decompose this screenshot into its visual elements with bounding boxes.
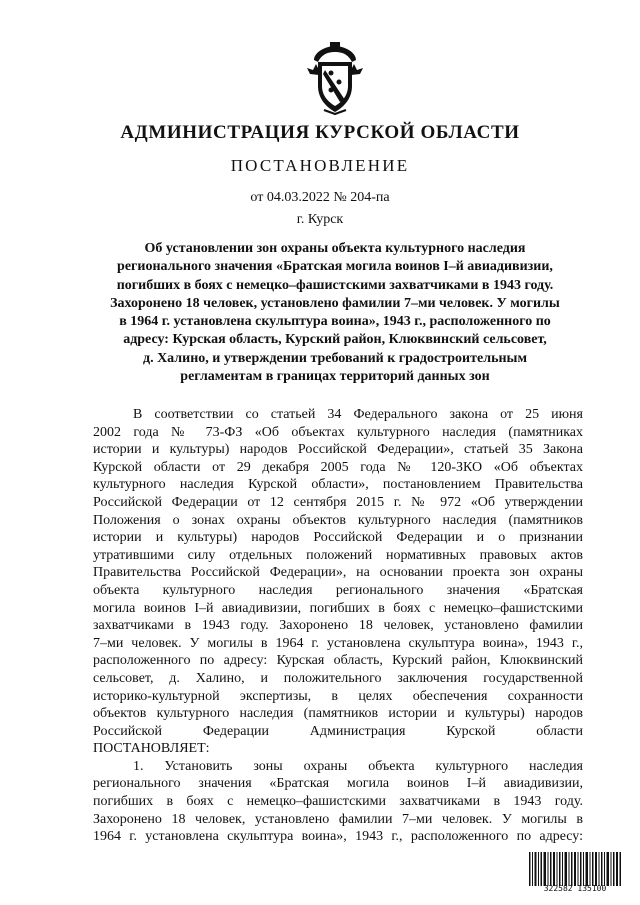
coat-of-arms-icon: [304, 40, 366, 116]
body-line: захватчиками в 1943 году. Захоронено 18 человек, установлено фамилии: [93, 618, 583, 634]
document-date-number: от 04.03.2022 № 204-па: [250, 190, 390, 205]
body-line: истории и культуры) народов Российской Федерации», статьей 35 Закона: [93, 442, 583, 458]
body-line: Положения о зонах охраны объектов культурного наследия (памятников: [93, 512, 583, 528]
body-line: истории и культуры) народов Российской Федерации и о признании: [93, 530, 583, 546]
body-line: Российской Федерации Администрация Курской области: [93, 723, 583, 739]
heading-line: погибших в боях с немецко–фашистскими захватчиками в 1943 году.: [116, 277, 554, 293]
body-line: объектов культурного наследия (памятников истории и культуры) народов: [93, 706, 583, 722]
heading-line: регламентам в границах территорий данных зон: [180, 369, 490, 385]
heading-line: Захоронено 18 человек, установлено фамилии 7–ми человек. У могилы: [110, 295, 560, 311]
body-line: сельсовет, д. Халино, и положительного заключения государственной: [93, 670, 583, 686]
body-line: 1. Установить зоны охраны объекта культурного наследия: [133, 758, 583, 774]
body-line: 1964 г. установлена скульптура воина», 1943 г., расположенного по адресу:: [93, 829, 583, 845]
body-line: историко-культурной экспертизы, в целях обеспечения сохранности: [93, 688, 583, 704]
body-line: В соответствии со статьей 34 Федерального закона от 25 июня: [133, 407, 583, 422]
heading-line: адресу: Курская область, Курский район, Клюквинский сельсовет,: [123, 332, 547, 348]
body-line: Захоронено 18 человек, установлено фамилии 7–ми человек. У могилы в: [93, 811, 583, 827]
barcode-number: 322582 135100: [543, 884, 607, 893]
body-line: Правительства Российской Федерации», на основании проекта зон охраны: [93, 565, 583, 581]
body-line: 2002 года № 73-ФЗ «Об объектах культурного наследия (памятниках: [93, 424, 583, 440]
body-line: регионального значения «Братская могила воинов I–й авиадивизии,: [93, 776, 583, 792]
body-line: погибших в боях с немецко–фашистскими захватчиками в 1943 году.: [93, 794, 583, 810]
body-line: Курской области от 29 декабря 2005 года № 120-ЗКО «Об объектах: [93, 459, 583, 475]
document-type: ПОСТАНОВЛЕНИЕ: [230, 156, 410, 175]
body-line: расположенного по адресу: Курская область, Курский район, Клюквинский: [93, 653, 583, 669]
body-line: 7–ми человек. У могилы в 1964 г. установлена скульптура воина», 1943 г.,: [93, 635, 583, 651]
body-line: могила воинов I–й авиадивизии, погибших в боях с немецко–фашистскими: [93, 600, 583, 616]
document-city: г. Курск: [296, 212, 344, 227]
body-line: объекта культурного наследия регионального значения «Братская: [93, 582, 583, 598]
body-line: утратившими силу отдельных положений нормативных правовых актов: [93, 547, 583, 563]
document-body: [93, 406, 583, 846]
heading-line: д. Халино, и утверждении требований к градостроительным: [142, 350, 527, 366]
organization-title: АДМИНИСТРАЦИЯ КУРСКОЙ ОБЛАСТИ: [120, 122, 520, 143]
heading-line: Об установлении зон охраны объекта культурного наследия: [144, 241, 526, 256]
body-line: Российской Федерации от 12 сентября 2015 г. № 972 «Об утверждении: [93, 494, 583, 510]
body-line: культурного наследия Курской области», постановлением Правительства: [93, 477, 583, 493]
barcode-icon: [529, 852, 621, 886]
heading-line: в 1964 г. установлена скульптура воина», 1943 г., расположенного по: [119, 314, 551, 330]
document-heading: [86, 240, 584, 386]
body-line: ПОСТАНОВЛЯЕТ:: [93, 741, 210, 757]
heading-line: регионального значения «Братская могила воинов I–й авиадивизии,: [117, 259, 553, 275]
